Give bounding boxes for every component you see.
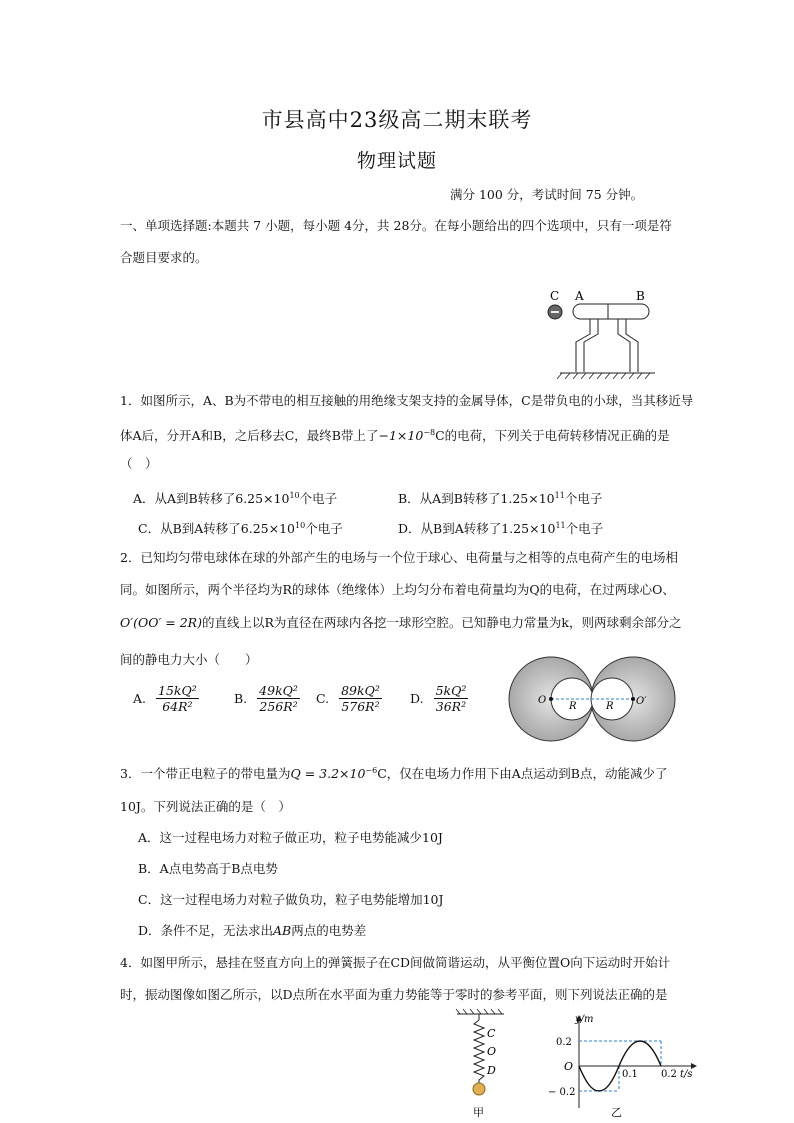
section-intro-line2: 合题目要求的。 [120, 250, 208, 265]
conductor-ab [573, 304, 649, 319]
q2-line3: O′(OO′ = 2R)的直线上以R为直径在两球内各挖一球形空腔。已知静电力常量为k，则两球剩余部分之 [120, 615, 682, 630]
q3-option-a[interactable]: A．这一过程电场力对粒子做正功，粒子电势能减少10J [138, 830, 443, 845]
label-c: C [550, 289, 560, 303]
t-tick-1: 0.1 [622, 1069, 638, 1080]
q1-option-a[interactable]: A．从A到B转移了$6.25\times 10^{10}$个电子 [133, 491, 338, 507]
q4-line1: 4．如图甲所示，悬挂在竖直方向上的弹簧振子在CD间做简谐运动，从平衡位置O向下运动时开始计 [120, 955, 671, 970]
subject-title: 物理试题 [356, 150, 437, 172]
label-r-right: R [606, 701, 614, 712]
q4-spring-figure [452, 1008, 512, 1120]
q4-graph-figure [548, 1008, 704, 1120]
q3-line2: 10J。下列说法正确的是（ ） [120, 799, 291, 814]
label-a: A [575, 289, 584, 303]
label-b: B [636, 289, 645, 303]
oscillator-ball [473, 1083, 485, 1095]
caption-yi: 乙 [611, 1106, 622, 1119]
q2-option-c[interactable]: C. $\frac{\text{89kQ²}}{\text{576R²}}$ [316, 682, 380, 714]
q1-paren: （ ） [120, 456, 158, 471]
q2-option-b[interactable]: B. $\frac{\text{49kQ²}}{\text{256R²}}$ [234, 682, 298, 714]
q3-option-c[interactable]: C．这一过程电场力对粒子做负功，粒子电势能增加10J [138, 892, 444, 907]
label-r-left: R [569, 701, 577, 712]
label-c: C [487, 1027, 496, 1040]
q1-option-c[interactable]: C．从B到A转移了$6.25\times 10^{10}$个电子 [138, 521, 343, 537]
caption-jia: 甲 [473, 1106, 484, 1119]
q1-conductor-figure [540, 286, 665, 381]
origin-label: O [564, 1060, 574, 1073]
label-o: O [538, 695, 547, 706]
exam-info: 满分 100 分，考试时间 75 分钟。 [450, 187, 644, 202]
q1-option-d[interactable]: D．从B到A转移了$1.25\times 10^{11}$个电子 [398, 521, 604, 537]
q1-line1: 1．如图所示，A、B为不带电的相互接触的用绝缘支架支持的金属导体，C是带负电的小球，当其移近导 [120, 393, 694, 408]
q2-line1: 2．已知均匀带电球体在球的外部产生的电场与一个位于球心、电荷量与之相等的点电荷产生的电场相 [120, 550, 678, 565]
y-axis-label: y/m [575, 1014, 594, 1025]
q2-line2: 同。如图所示，两个半径均为R的球体（绝缘体）上均匀分布着电荷量均为Q的电荷，在过两球心O、 [120, 582, 675, 597]
q2-spheres-figure [506, 656, 678, 742]
label-o-prime: O′ [636, 696, 647, 707]
q2-line4: 间的静电力大小（ ） [120, 652, 258, 667]
q1-line2: 体A后，分开A和B，之后移去C，最终B带上了$-1\times 10^{-8}C$的电荷，下列关于电荷转移情况正确的是 [120, 428, 670, 444]
q4-line2: 时，振动图像如图乙所示，以D点所在水平面为重力势能等于零时的参考平面，则下列说法正确的是 [120, 987, 668, 1002]
q3-option-b[interactable]: B．A点电势高于B点电势 [138, 861, 278, 876]
spring [474, 1020, 484, 1084]
q3-line1: 3．一个带正电粒子的带电量为$Q = 3.2\times 10^{-6}C$，仅在电场力作用下由A点运动到B点，动能减少了 [120, 766, 668, 782]
q2-option-d[interactable]: D. $\frac{\text{5kQ²}}{\text{36R²}}$ [410, 682, 467, 714]
q2-option-a[interactable]: A. $\frac{\text{15kQ²}}{\text{64R²}}$ [133, 682, 197, 714]
exam-title: 市县高中23级高二期末联考 [261, 108, 533, 132]
label-d: D [487, 1064, 496, 1077]
section-intro-line1: 一、单项选择题:本题共 7 小题，每小题 4分，共 28分。在每小题给出的四个选项中，只有一项是符 [120, 218, 672, 233]
y-tick-neg: − 0.2 [548, 1087, 576, 1098]
q3-option-d[interactable]: D．条件不足，无法求出AB两点的电势差 [138, 923, 367, 938]
t-axis-label: t/s [680, 1069, 693, 1080]
y-tick-pos: 0.2 [556, 1037, 572, 1048]
q1-option-b[interactable]: B．从A到B转移了$1.25\times 10^{11}$个电子 [398, 491, 603, 507]
t-tick-2: 0.2 [661, 1069, 677, 1080]
label-o: O [487, 1045, 497, 1058]
